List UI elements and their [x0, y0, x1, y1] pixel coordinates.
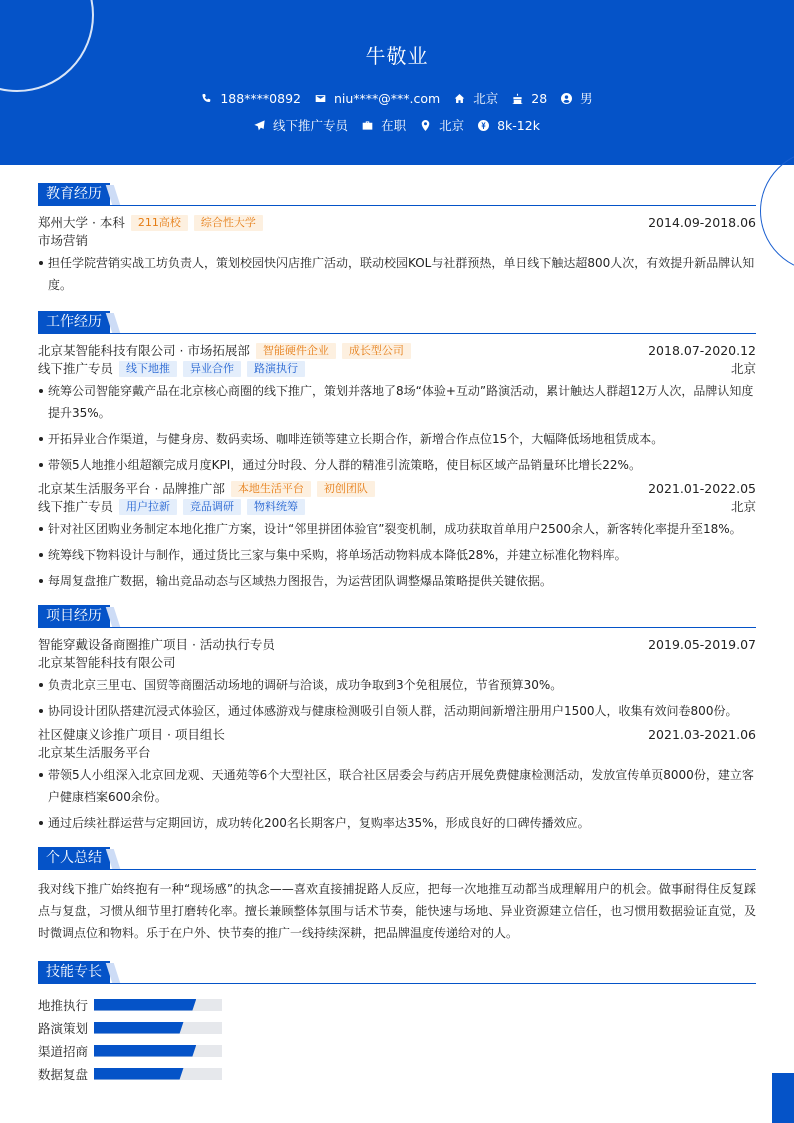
project-org: 北京某生活服务平台 [38, 745, 151, 760]
status-item [362, 116, 406, 134]
summary-section [38, 847, 756, 944]
target-city-item [420, 116, 464, 134]
briefcase-icon [362, 120, 373, 131]
age-item [512, 91, 547, 106]
bullet-list [38, 380, 756, 476]
salary-item [478, 118, 540, 133]
job-target-item [254, 116, 348, 134]
project-line [38, 726, 756, 744]
list-item: 协同设计团队搭建沉浸式体验区，通过体感游戏与健康检测吸引自领人群，活动期间新增注册用户1500人，收集有效问卷800份。 [38, 700, 756, 722]
bullet-list [38, 764, 756, 834]
resume-header [0, 0, 794, 165]
location: 北京 [730, 361, 756, 376]
skill-fill [94, 1045, 196, 1057]
list-item: 针对社区团购业务制定本地化推广方案，设计“邻里拼团体验官”裂变机制，成功获取首单用户2500余人，新客转化率提升至18%。 [38, 518, 756, 540]
decorative-arc [760, 150, 794, 272]
skill-fill [94, 999, 196, 1011]
school-name: 郑州大学 · 本科 [38, 215, 125, 230]
job-company-line [38, 480, 756, 498]
gender-text: 男 [580, 91, 593, 106]
skill-fill [94, 1068, 184, 1080]
paper-plane-icon [254, 120, 265, 131]
job-role-line [38, 360, 756, 378]
tag: 异业合作 [183, 361, 241, 377]
decorative-block [772, 1073, 794, 1123]
mail-icon [315, 93, 326, 104]
major: 市场营销 [38, 233, 89, 248]
target-city-text: 北京 [439, 118, 465, 133]
role-name: 线下推广专员 [38, 499, 114, 514]
skill-label: 数据复盘 [38, 1066, 89, 1082]
list-item: 担任学院营销实战工坊负责人，策划校园快闪店推广活动，联动校园KOL与社群预热，单日线下触达超800人次，有效提升新品牌认知度。 [38, 252, 756, 296]
tag: 竞品调研 [183, 499, 241, 515]
bullet-list [38, 674, 756, 722]
tag: 智能硬件企业 [256, 343, 336, 359]
skill-fill [94, 1022, 184, 1034]
section-title: 教育经历 [38, 183, 110, 205]
phone-text: 188****0892 [220, 90, 301, 106]
list-item: 带领5人小组深入北京回龙观、天通苑等6个大型社区，联合社区居委会与药店开展免费健康检测活动，发放宣传单页8000份，建立客户健康档案600余份。 [38, 764, 756, 808]
tag: 路演执行 [247, 361, 305, 377]
location: 北京 [730, 499, 756, 514]
date-range: 2018.07-2020.12 [648, 343, 756, 358]
phone-item [201, 91, 301, 106]
date-range: 2021.03-2021.06 [648, 727, 756, 742]
project-name: 社区健康义诊推广项目 · 项目组长 [38, 727, 225, 742]
skill-item [38, 993, 399, 1016]
project-name: 智能穿戴设备商圈推广项目 · 活动执行专员 [38, 637, 275, 652]
section-title: 技能专长 [38, 961, 110, 983]
age-text: 28 [531, 90, 548, 106]
job-role-line [38, 498, 756, 516]
skills-grid [38, 993, 756, 1085]
bullet-list [38, 518, 756, 592]
skill-item [38, 1062, 399, 1085]
salary-text: 8k-12k [497, 117, 540, 133]
bullet-list [38, 252, 756, 296]
user-circle-icon [561, 93, 572, 104]
section-title: 项目经历 [38, 605, 110, 627]
list-item: 统筹线下物料设计与制作，通过货比三家与集中采购，将单场活动物料成本降低28%，并建立标准化物料库。 [38, 544, 756, 566]
home-icon [454, 93, 465, 104]
skills-header [38, 961, 756, 984]
gender-item [561, 89, 593, 107]
tag: 物料统筹 [247, 499, 305, 515]
city-item [454, 89, 498, 107]
skill-item [38, 1016, 399, 1039]
list-item: 通过后续社群运营与定期回访，成功转化200名长期客户，复购率达35%，形成良好的口碑传播效应。 [38, 812, 756, 834]
email-item [315, 91, 440, 106]
list-item: 开拓异业合作渠道，与健身房、数码卖场、咖啡连锁等建立长期合作，新增合作点位15个，大幅降低场地租赁成本。 [38, 428, 756, 450]
phone-icon [201, 93, 212, 104]
project-org: 北京某智能科技有限公司 [38, 655, 176, 670]
projects-section [38, 605, 756, 838]
summary-header [38, 847, 756, 870]
job-company-line [38, 342, 756, 360]
tag: 本地生活平台 [231, 481, 311, 497]
role-name: 线下推广专员 [38, 361, 114, 376]
tag: 初创团队 [317, 481, 375, 497]
skill-label: 路演策划 [38, 1020, 89, 1036]
list-item: 带领5人地推小组超额完成月度KPI，通过分时段、分人群的精准引流策略，使目标区域产品销量环比增长22%。 [38, 454, 756, 476]
skill-label: 渠道招商 [38, 1043, 89, 1059]
date-range: 2021.01-2022.05 [648, 481, 756, 496]
work-header [38, 311, 756, 334]
list-item: 每周复盘推广数据，输出竞品动态与区域热力图报告，为运营团队调整爆品策略提供关键依据。 [38, 570, 756, 592]
work-section [38, 311, 756, 596]
tag: 用户拉新 [119, 499, 177, 515]
company-name: 北京某生活服务平台 · 品牌推广部 [38, 481, 225, 496]
job-intent-row [0, 116, 794, 134]
candidate-name: 牛敬业 [365, 44, 429, 68]
job-target-text: 线下推广专员 [273, 118, 349, 133]
skill-bar [94, 1045, 222, 1057]
contact-row [0, 89, 794, 107]
date-range: 2019.05-2019.07 [648, 637, 756, 652]
list-item: 负责北京三里屯、国贸等商圈活动场地的调研与洽谈，成功争取到3个免租展位，节省预算30%。 [38, 674, 756, 696]
list-item: 统筹公司智能穿戴产品在北京核心商圈的线下推广，策划并落地了8场“体验+互动”路演活动，累计触达人群超12万人次，品牌认知度提升35%。 [38, 380, 756, 424]
money-icon [478, 120, 489, 131]
tag: 综合性大学 [194, 215, 263, 231]
skills-section [38, 961, 756, 1085]
tag: 线下地推 [119, 361, 177, 377]
education-header [38, 183, 756, 206]
city-text: 北京 [473, 91, 499, 106]
status-text: 在职 [381, 118, 407, 133]
projects-header [38, 605, 756, 628]
tag: 成长型公司 [342, 343, 411, 359]
education-entry [38, 214, 756, 232]
section-title: 个人总结 [38, 847, 110, 869]
section-title: 工作经历 [38, 311, 110, 333]
skill-item [38, 1039, 399, 1062]
location-pin-icon [420, 120, 431, 131]
project-line [38, 636, 756, 654]
company-name: 北京某智能科技有限公司 · 市场拓展部 [38, 343, 250, 358]
email-text: niu****@***.com [333, 90, 441, 106]
education-section [38, 183, 756, 296]
date-range: 2014.09-2018.06 [648, 215, 756, 230]
cake-icon [512, 93, 523, 104]
tag: 211高校 [131, 215, 188, 231]
skill-bar [94, 1068, 222, 1080]
skill-bar [94, 999, 222, 1011]
summary-text: 我对线下推广始终抱有一种“现场感”的执念——喜欢直接捕捉路人反应，把每一次地推互动都当成理解用户的机会。做事耐得住反复踩点与复盘，习惯从细节里打磨转化率。擅长兼顾整体氛围与话术节奏，能快速与场地、异业资源建立信任，也习惯用数据验证直觉，及时微调点位和物料。乐于在户外、快节奏的推广一线持续深耕，把品牌温度传递给对的人。 [38, 882, 756, 940]
skill-bar [94, 1022, 222, 1034]
skill-label: 地推执行 [38, 997, 89, 1013]
